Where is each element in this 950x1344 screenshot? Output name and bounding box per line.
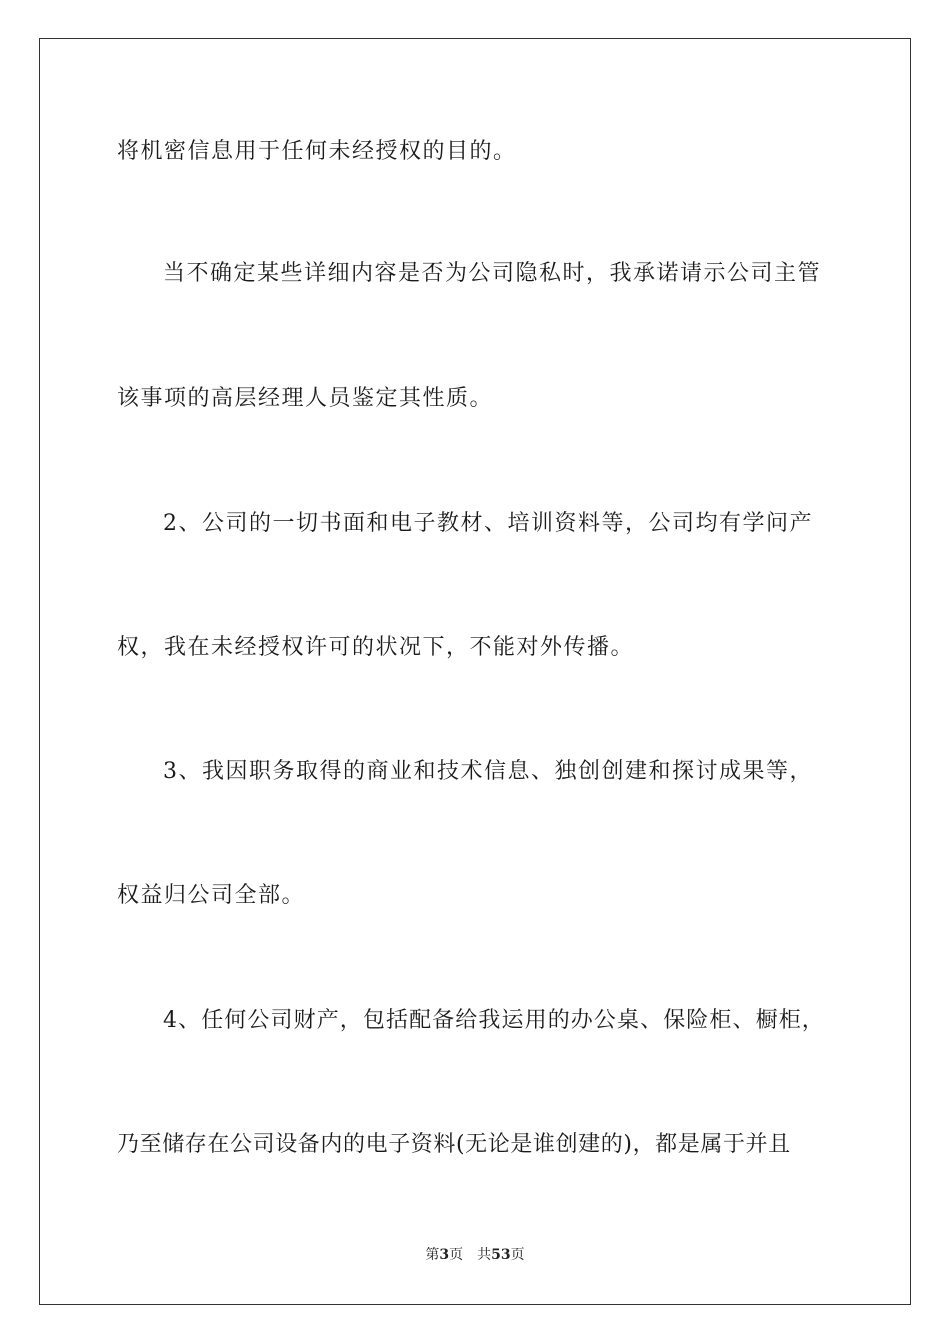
footer-page-suffix: 页	[449, 1247, 464, 1263]
page-footer	[0, 1245, 950, 1265]
paragraph-line-8: 4、任何公司财产，包括配备给我运用的办公桌、保险柜、橱柜，	[163, 1008, 825, 1033]
paragraph-line-9: 乃至储存在公司设备内的电子资料(无论是谁创建的)，都是属于并且	[117, 1132, 791, 1157]
paragraph-line-2: 当不确定某些详细内容是否为公司隐私时，我承诺请示公司主管	[163, 261, 822, 286]
paragraph-line-7: 权益归公司全部。	[117, 883, 306, 908]
footer-page-number: 3	[439, 1247, 450, 1263]
paragraph-line-1: 将机密信息用于任何未经授权的目的。	[117, 139, 517, 164]
page-border	[39, 38, 911, 1305]
footer-total-suffix: 页	[510, 1247, 525, 1263]
footer-total-prefix: 共	[477, 1247, 492, 1263]
footer-page-prefix: 第	[425, 1247, 440, 1263]
paragraph-line-6: 3、我因职务取得的商业和技术信息、独创创建和探讨成果等，	[163, 759, 813, 784]
paragraph-line-4: 2、公司的一切书面和电子教材、培训资料等，公司均有学问产	[163, 511, 813, 536]
paragraph-line-5: 权，我在未经授权许可的状况下，不能对外传播。	[117, 635, 635, 660]
paragraph-line-3: 该事项的高层经理人员鉴定其性质。	[117, 386, 494, 411]
footer-total-pages: 53	[491, 1247, 511, 1263]
